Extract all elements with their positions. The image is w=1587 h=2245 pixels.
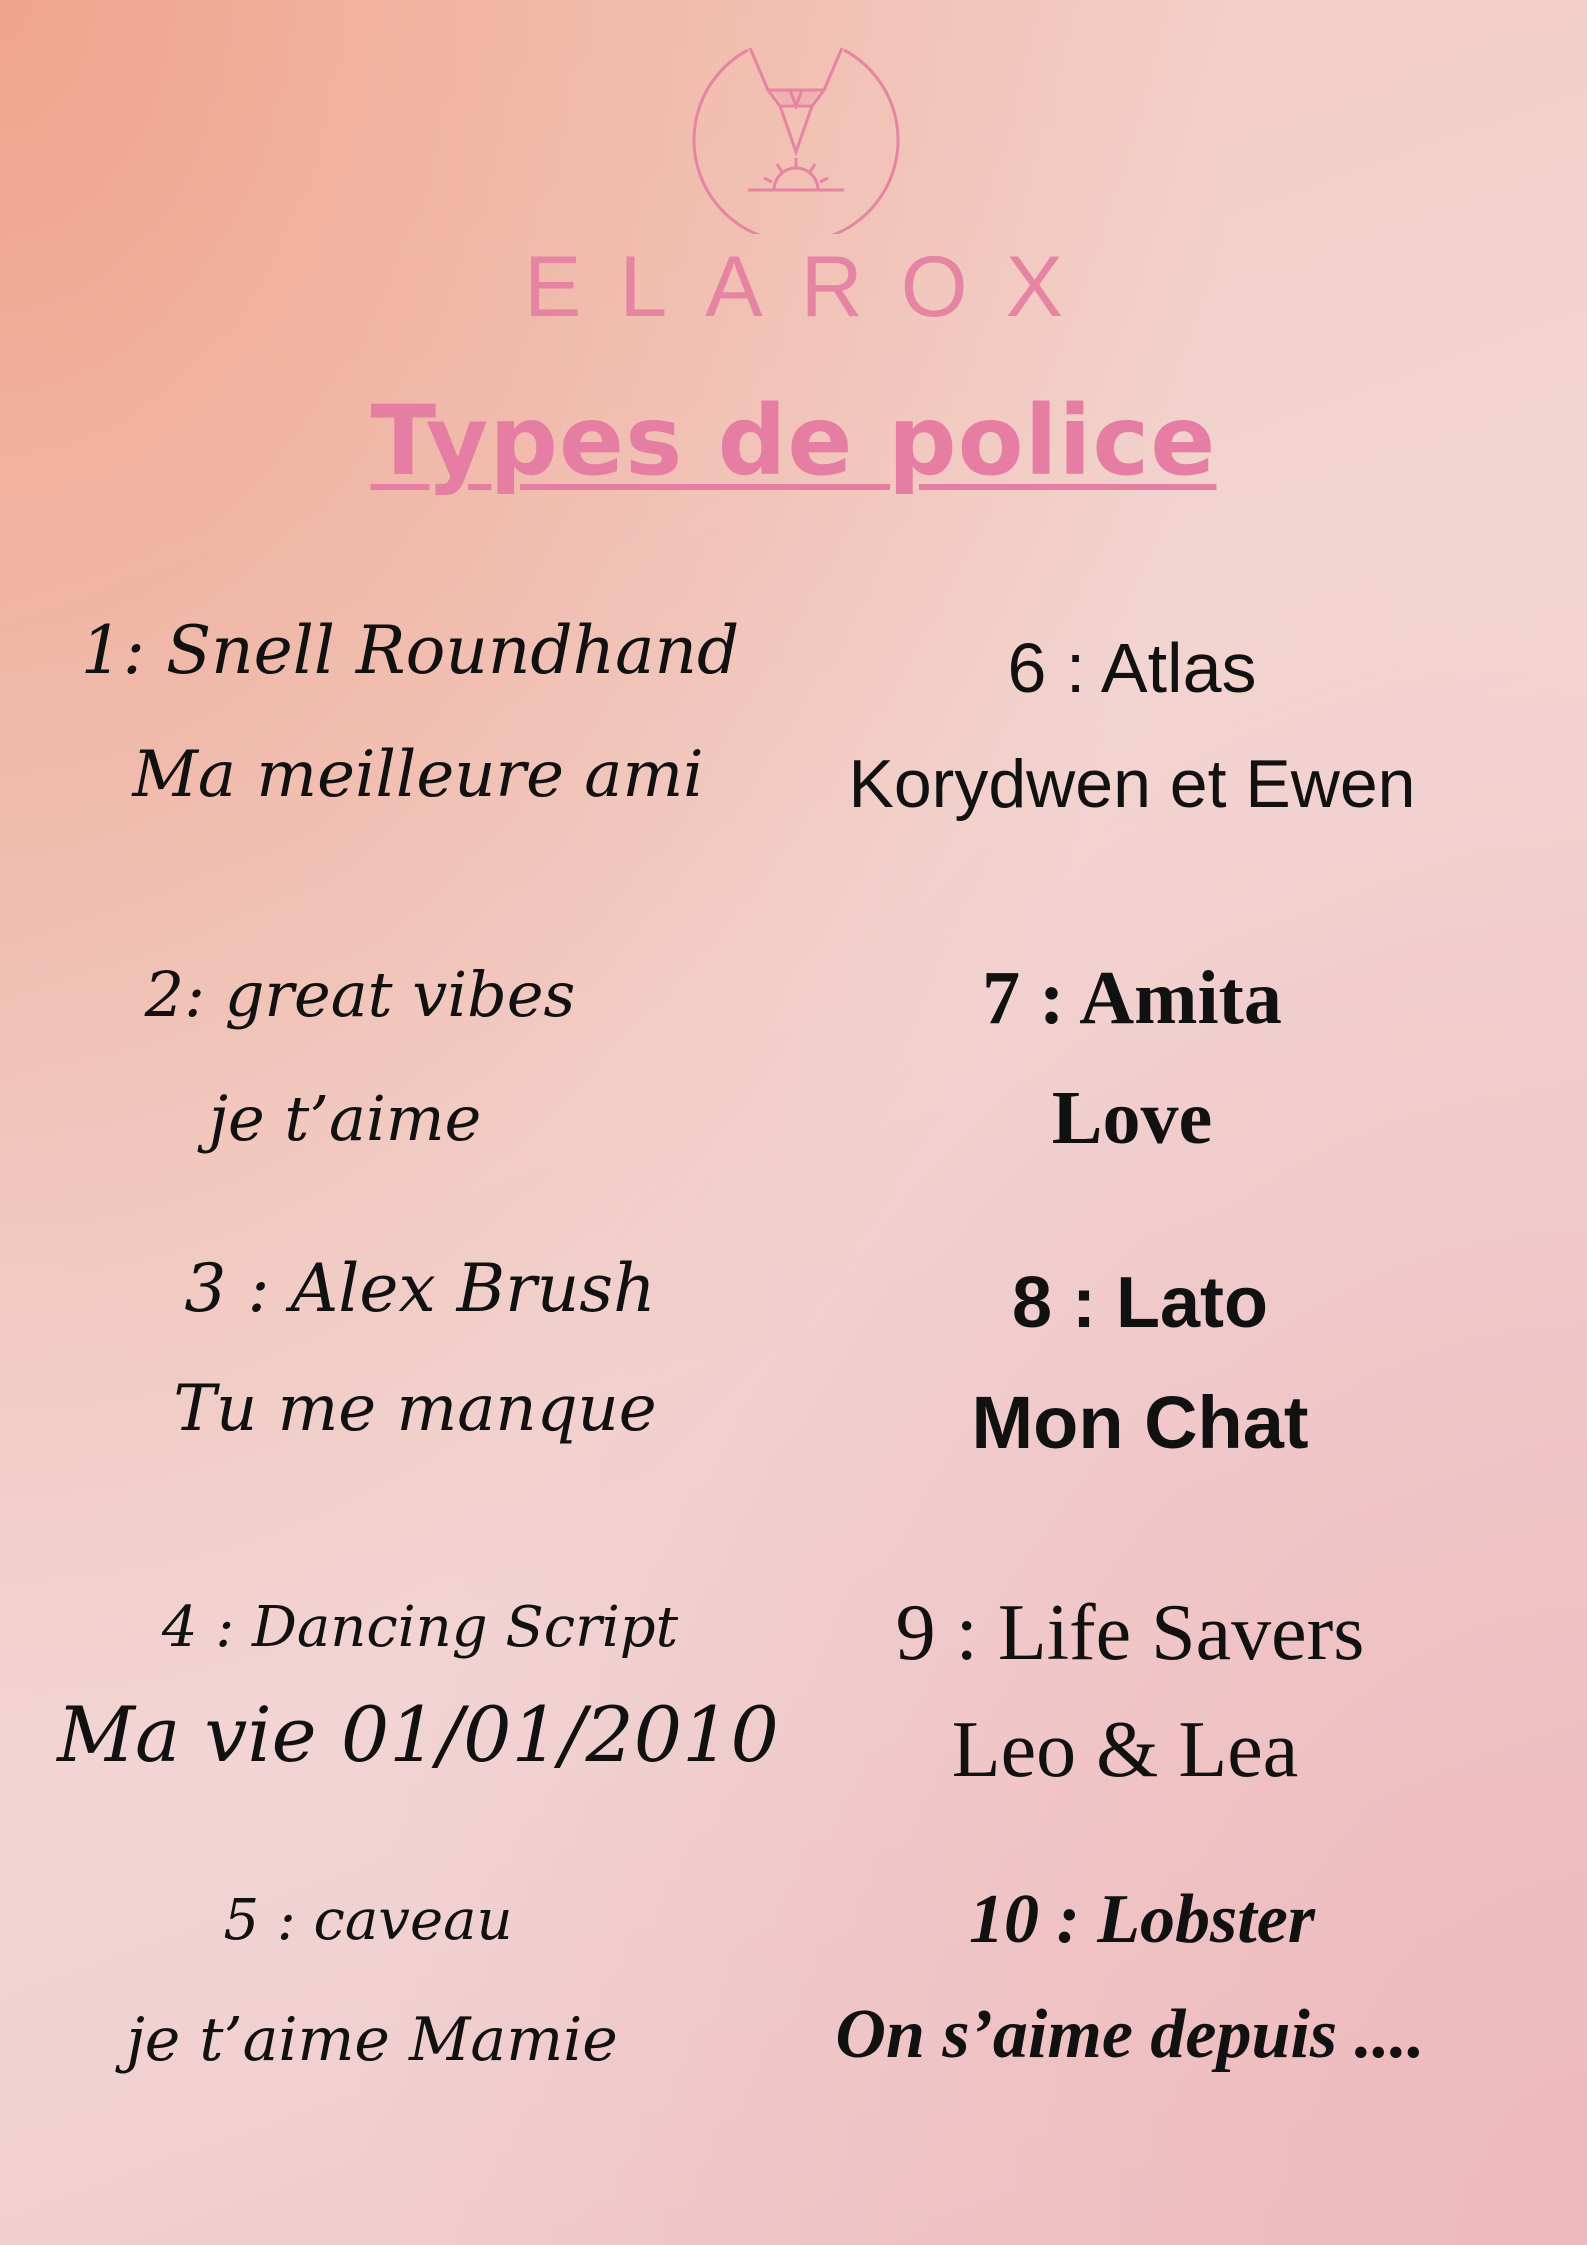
font-label: 8 : Lato <box>1011 1263 1269 1343</box>
diamond-sun-logo-icon <box>690 22 902 234</box>
font-label: 7 : Amita <box>982 956 1282 1040</box>
font-sample: Love <box>1051 1076 1213 1160</box>
font-sample: je t’aime <box>208 1082 482 1155</box>
font-label: 6 : Atlas <box>1007 629 1257 707</box>
page-title: Types de police <box>370 385 1217 497</box>
font-sample: On s’aime depuis .... <box>835 1996 1425 2073</box>
font-label: 9 : Life Savers <box>895 1589 1365 1677</box>
font-sample: je t’aime Mamie <box>126 2005 618 2075</box>
font-label: 4 : Dancing Script <box>161 1595 679 1660</box>
font-label: 5 : caveau <box>223 1888 513 1953</box>
font-label: 2: great vibes <box>144 958 576 1031</box>
font-label: 10 : Lobster <box>968 1881 1316 1958</box>
font-label: 3 : Alex Brush <box>184 1250 656 1327</box>
font-sample: Leo & Lea <box>951 1706 1299 1794</box>
font-sample: Tu me manque <box>173 1372 657 1446</box>
font-sample: Korydwen et Ewen <box>848 746 1416 822</box>
font-sample: Ma meilleure ami <box>132 738 704 812</box>
font-sample: Ma vie 01/01/2010 <box>57 1690 779 1779</box>
font-sample: Mon Chat <box>971 1381 1309 1464</box>
brand-name: ELAROX <box>524 239 1101 335</box>
font-label: 1: Snell Roundhand <box>80 612 740 689</box>
